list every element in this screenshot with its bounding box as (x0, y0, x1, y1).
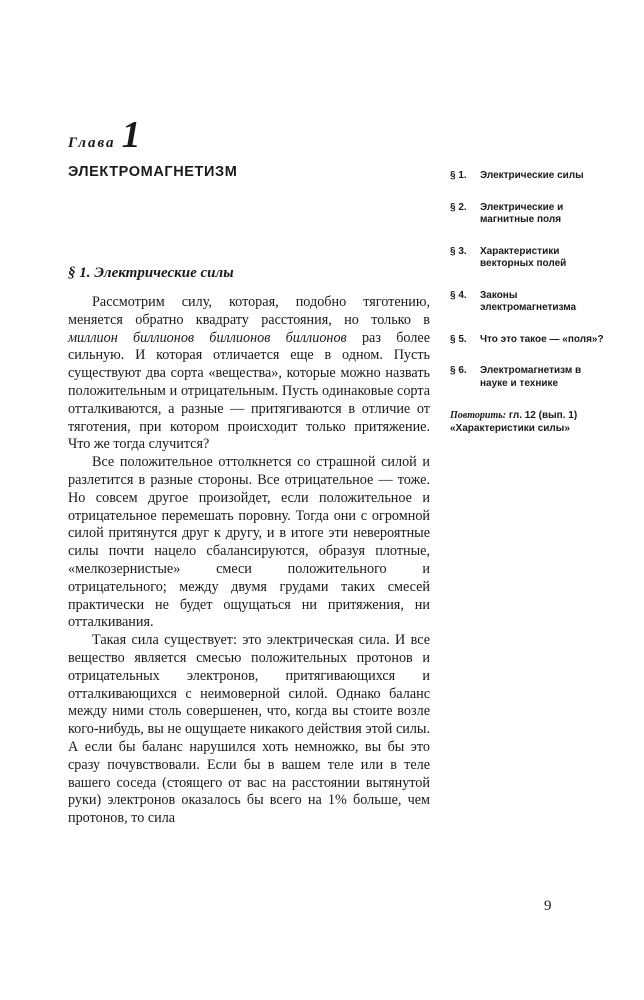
main-text (68, 294, 430, 828)
toc-item (450, 290, 610, 315)
paragraph-3: Такая сила существует: это электрическая сила. И все вещество является смесью положительных протонов и отрицательных электронов, притягивающихся и отталкивающихся с неимоверной силой. Однако баланс между ними столь совершенен, что, когда вы стоите возле кого-нибудь, вы не ощущаете никакого действия этой силы. А если бы баланс нарушился хоть немножко, вы бы это сразу почувствовали. Если бы в вашем теле или в теле вашего соседа (стоящего от вас на расстоянии вытянутой руки) электронов оказалось бы всего на 1% больше, чем протонов, то сила (68, 632, 430, 827)
toc-item (450, 202, 610, 227)
toc-item-title: Что это такое — «поля»? (480, 333, 604, 345)
repeat-note (450, 409, 610, 435)
paragraph-1-emphasis: миллион биллионов биллионов биллионов (68, 329, 347, 346)
chapter-label (68, 116, 141, 154)
toc-item-number: § 2. (450, 201, 467, 213)
chapter-word: Глава (68, 135, 116, 151)
repeat-text: гл. 12 (вып. 1) «Характеристики силы» (450, 410, 578, 434)
paragraph-1-start: Рассмотрим силу, которая, подобно тяготению, меняется обратно квадрату расстояния, но только в (68, 294, 430, 328)
toc-item (450, 170, 610, 183)
toc-item-title: Характеристики векторных полей (480, 245, 567, 269)
toc-item (450, 334, 610, 347)
toc-item-number: § 6. (450, 365, 467, 376)
toc-item (450, 246, 610, 271)
section-heading: § 1. Электрические силы (68, 265, 234, 281)
chapter-title: ЭЛЕКТРОМАГНЕТИЗМ (68, 164, 238, 180)
toc-item-title: Электрические силы (480, 170, 584, 181)
toc-item-number: § 5. (450, 333, 467, 345)
toc-item (450, 365, 610, 390)
section-sidebar (450, 170, 610, 435)
toc-item-number: § 3. (450, 245, 467, 257)
paragraph-1-end: раз более сильную. И которая отличается еще в одном. Пусть существуют два сорта «вещества», которые можно назвать положительным и отрицательным. Пусть одинаковые сорта отталкиваются, а разные — притягиваются в отличие от тяготения, при котором происходит только притяжение. Что же тогда случится? (68, 329, 430, 453)
paragraph-2: Все положительное оттолкнется со страшной силой и разлетится в разные стороны. Все отрицательное — тоже. Но совсем другое произойдет, если положительное и отрицательное перемешать поровну. Тогда они с огромной силой притянутся друг к другу, и в итоге эти невероятные силы почти нацело сбалансируются, образуя плотные, «мелкозернистые» смеси положительного и отрицательного; между двумя грудами таких смесей практически не будет ощущаться ни притяжения, ни отталкивания. (68, 454, 430, 631)
toc-item-title: Законы электромагнетизма (480, 289, 577, 313)
repeat-label: Повторить: (450, 410, 507, 421)
toc-item-number: § 4. (450, 289, 467, 301)
paragraph-1 (68, 294, 430, 454)
page-number: 9 (544, 898, 552, 914)
toc-item-title: Электрические и магнитные поля (480, 201, 564, 225)
toc-item-number: § 1. (450, 170, 467, 181)
chapter-number: 1 (121, 114, 141, 156)
toc-item-title: Электромагнетизм в науке и технике (480, 365, 582, 389)
